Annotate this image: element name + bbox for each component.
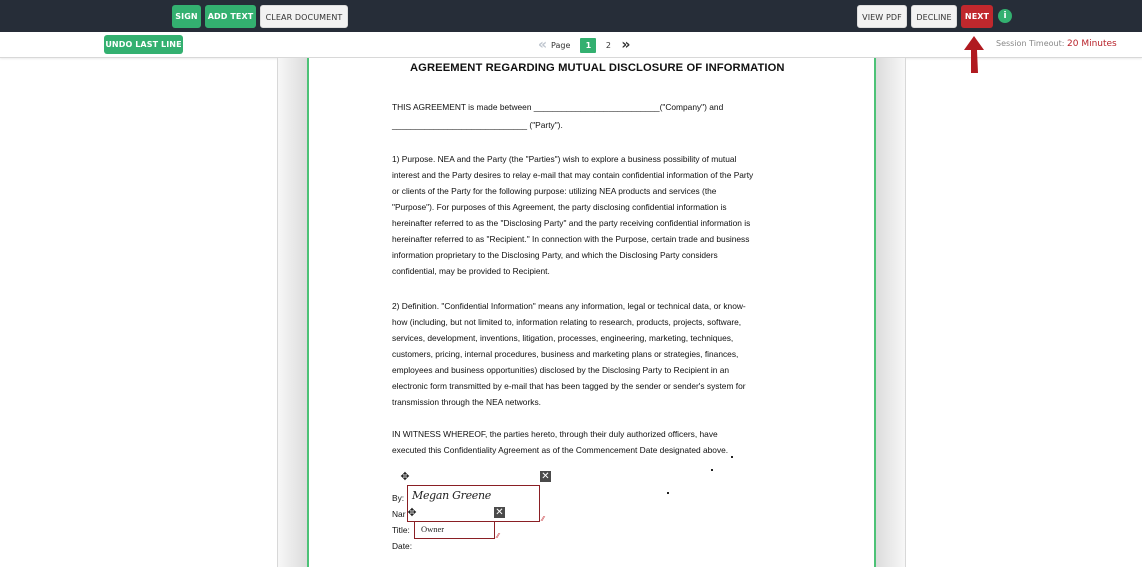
page-button-2[interactable]: 2 bbox=[605, 40, 611, 50]
purpose-line-4: "Purpose"). For purposes of this Agreement, the party disclosing confidential information is bbox=[392, 202, 727, 212]
resize-signature-icon[interactable]: ⁄⁄ bbox=[542, 516, 545, 523]
previous-page-icon[interactable]: « bbox=[538, 37, 548, 53]
next-page-icon[interactable]: » bbox=[621, 37, 631, 53]
ink-dot bbox=[731, 456, 733, 458]
page-shadow-right bbox=[876, 58, 905, 567]
witness-line-2: executed this Confidentiality Agreement as of the Commencement Date designated above. bbox=[392, 445, 729, 455]
session-timeout bbox=[996, 39, 1117, 49]
add-text-button[interactable]: ADD TEXT bbox=[205, 5, 256, 28]
name-label: Nar bbox=[392, 509, 406, 519]
definition-line-5: employees and business opportunities) disclosed by the Disclosing Party to Recipient in an bbox=[392, 365, 730, 375]
purpose-line-3: or clients of the Party for the following purpose: utilizing NEA products and services (the bbox=[392, 186, 717, 196]
view-pdf-button[interactable]: VIEW PDF bbox=[857, 5, 907, 28]
document-title: AGREEMENT REGARDING MUTUAL DISCLOSURE OF INFORMATION bbox=[410, 62, 785, 74]
purpose-line-7: information proprietary to the Disclosing Party, and which the Disclosing Party considers bbox=[392, 250, 718, 260]
intro-line-1: THIS AGREEMENT is made between ___________________________("Company") and bbox=[392, 102, 724, 112]
purpose-line-5: hereinafter referred to as the "Disclosing Party" and the party receiving confidential information is bbox=[392, 218, 751, 228]
definition-line-7: transmission through the NEA networks. bbox=[392, 397, 541, 407]
page-shadow-left bbox=[278, 58, 307, 567]
remove-title-text-icon[interactable]: ✕ bbox=[495, 507, 504, 518]
purpose-line-2: interest and the Party desires to relay e-mail that may contain confidential information of the Party bbox=[392, 170, 754, 180]
remove-signature-icon[interactable]: ✕ bbox=[541, 471, 550, 482]
session-timeout-label: Session Timeout: bbox=[996, 39, 1065, 48]
intro-line-2: _____________________________ ("Party"). bbox=[392, 120, 563, 130]
ink-dot bbox=[667, 492, 669, 494]
definition-line-3: services, development, inventions, litigation, processes, engineering, marketing, techniques, bbox=[392, 333, 734, 343]
purpose-line-8: confidential, may be provided to Recipient. bbox=[392, 266, 550, 276]
definition-line-2: how (including, but not limited to, information relating to research, products, projects, software, bbox=[392, 317, 742, 327]
next-button[interactable]: NEXT bbox=[961, 5, 993, 28]
move-signature-icon[interactable]: ✥ bbox=[400, 471, 410, 483]
undo-last-line-button[interactable]: UNDO LAST LINE bbox=[104, 35, 183, 54]
sign-button[interactable]: SIGN bbox=[172, 5, 201, 28]
date-label: Date: bbox=[392, 541, 413, 551]
signature-value: Megan Greene bbox=[412, 489, 492, 502]
arrow-up-annotation-icon bbox=[962, 36, 986, 76]
info-icon[interactable]: i bbox=[998, 9, 1012, 23]
definition-line-4: customers, pricing, internal procedures, business and marketing plans or strategies, finances, bbox=[392, 349, 739, 359]
title-text-value: Owner bbox=[421, 524, 445, 534]
resize-title-text-icon[interactable]: ⁄⁄ bbox=[497, 533, 500, 540]
by-label: By: bbox=[392, 493, 405, 503]
definition-line-6: electronic form transmitted by e-mail that has been tagged by the sender or sender's system for bbox=[392, 381, 746, 391]
purpose-line-1: 1) Purpose. NEA and the Party (the "Parties") wish to explore a business possibility of mutual bbox=[392, 154, 737, 164]
witness-line-1: IN WITNESS WHEREOF, the parties hereto, through their duly authorized officers, have bbox=[392, 429, 718, 439]
page-label: Page bbox=[551, 40, 571, 50]
ink-dot bbox=[711, 469, 713, 471]
purpose-line-6: hereinafter referred to as "Recipient." In connection with the Purpose, certain trade and business bbox=[392, 234, 750, 244]
page-button-1[interactable]: 1 bbox=[580, 38, 596, 53]
decline-button[interactable]: DECLINE bbox=[911, 5, 957, 28]
page-navigator bbox=[538, 37, 630, 53]
clear-document-button[interactable]: CLEAR DOCUMENT bbox=[260, 5, 348, 28]
definition-line-1: 2) Definition. "Confidential Information" means any information, legal or technical data, or know- bbox=[392, 301, 746, 311]
session-timeout-value: 20 Minutes bbox=[1067, 39, 1117, 49]
title-label: Title: bbox=[392, 525, 410, 535]
move-title-text-icon[interactable]: ✥ bbox=[407, 507, 417, 519]
